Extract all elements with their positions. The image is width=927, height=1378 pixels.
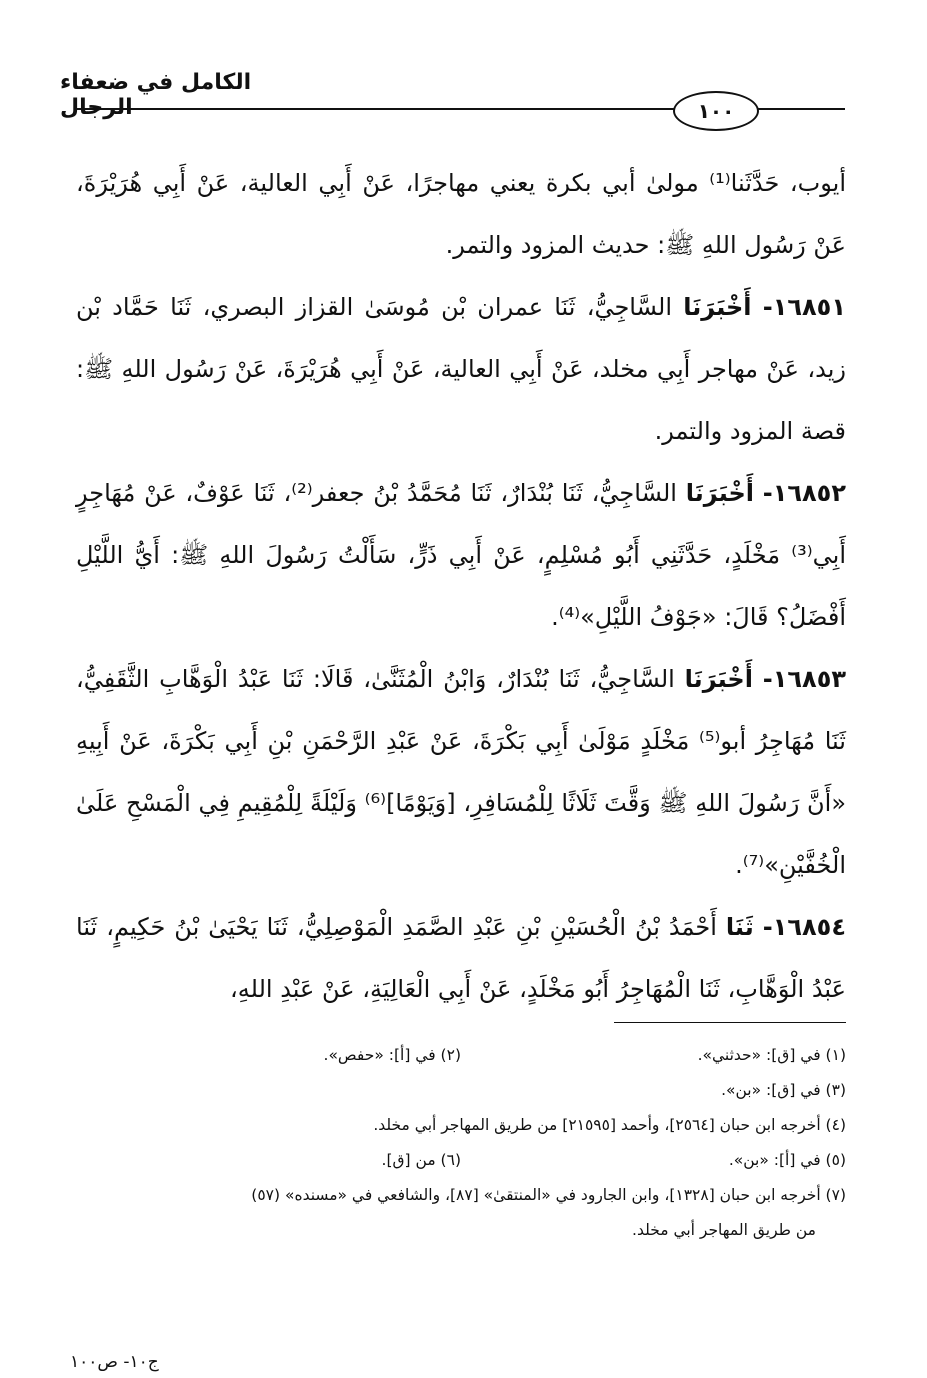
page-number: ١٠٠ [673, 91, 759, 131]
footnote-row [76, 1038, 846, 1073]
footnote-2: (٢) في [أ]: «حفص». [323, 1046, 461, 1064]
text-line: مُهَاجِرٍ أَبِي⁽³⁾ مَخْلَدٍ، حَدَّثَنِي أَبُو مُسْلِمٍ، عَنْ أَبِي ذَرٍّ، سَأَلْتُ رَسُولَ اللهِ ﷺ: أَيُّ [76, 479, 846, 569]
paragraph-16853 [76, 648, 846, 896]
narration-keyword: أَخْبَرَنَا [683, 293, 752, 321]
narration-keyword: ثَنَا [725, 913, 754, 941]
hadith-number: ١٦٨٥٤- [762, 913, 846, 941]
footnote-row [76, 1143, 846, 1178]
footnote-7: (٧) أخرجه ابن حبان [١٣٢٨]، وابن الجارود في «المنتقىٰ» [٨٧]، والشافعي في «مسنده» (٥٧) [251, 1186, 846, 1204]
text-line: السَّاجِيُّ، ثَنَا بُنْدَارٌ، ثَنَا مُحَمَّدُ بْنُ جعفر⁽²⁾، ثَنَا عَوْفٌ، عَنْ [144, 479, 677, 507]
text-line: حَكِيمٍ، ثَنَا عَبْدُ الْوَهَّابِ، ثَنَا الْمُهَاجِرُ أَبُو مَخْلَدٍ، عَنْ أَبِي الْعَالِيَةِ، عَنْ عَبْدِ اللهِ، [76, 913, 846, 1003]
text-line: اللَّيْلِ أَفْضَلُ؟ قَالَ: «جَوْفُ اللَّيْلِ»⁽⁴⁾. [76, 541, 846, 631]
hadith-number: ١٦٨٥١- [762, 293, 846, 321]
hadith-number: ١٦٨٥٣- [762, 665, 846, 693]
main-text [76, 152, 846, 1020]
footnote-1: (١) في [ق]: «حدثني». [697, 1046, 846, 1064]
text-line: زيد، عَنْ مهاجر أَبِي مخلد، عَنْ أَبِي العالية، عَنْ أَبِي هُرَيْرَةَ، عَنْ رَسُول اللهِ ﷺ: [76, 355, 846, 383]
text-line: السَّاجِيُّ، ثَنَا عمران بْن مُوسَىٰ القزاز البصري، ثَنَا حَمَّاد بْن [76, 293, 673, 321]
text-line: عَنْ أَبِيهِ «أَنَّ رَسُولَ اللهِ ﷺ وَقَّتَ ثَلَاثًا لِلْمُسَافِرِ، [وَيَوْمًا]⁽⁶⁾ وَلَيْلَةً لِلْمُقِيمِ فِي [76, 727, 847, 817]
paragraph-16854 [76, 896, 846, 1020]
paragraph-intro [76, 152, 846, 276]
footnote-4: (٤) أخرجه ابن حبان [٢٥٦٤]، وأحمد [٢١٥٩٥] من طريق المهاجر أبي مخلد. [373, 1116, 846, 1134]
text-line: الثَّقَفِيُّ، ثَنَا مُهَاجِرُ أبو⁽⁵⁾ مَخْلَدٍ مَوْلَىٰ أَبِي بَكْرَةَ، عَنْ عَبْدِ الرَّحْمَنِ بْنِ أَبِي بَكْرَةَ، [76, 665, 846, 755]
text-line: السَّاجِيُّ، ثَنَا بُنْدَارٌ، وَابْنُ الْمُثَنَّىٰ، قَالَا: ثَنَا عَبْدُ الْوَهَّابِ [159, 665, 675, 693]
paragraph-16851 [76, 276, 846, 462]
book-title: الكامل في ضعفاء الرجال [60, 70, 252, 120]
footnote-5: (٥) في [أ]: «بن». [728, 1151, 846, 1169]
text-line: الْمَسْحِ عَلَىٰ الْخُفَّيْنِ»⁽⁷⁾. [76, 789, 846, 879]
hadith-number: ١٦٨٥٢- [762, 479, 846, 507]
footnote-6: (٦) من [ق]. [381, 1151, 461, 1169]
footnote-separator [614, 1022, 846, 1023]
text-line: أيوب، حَدَّثَنا⁽¹⁾ مولىٰ أبي بكرة يعني مهاجرًا، عَنْ أَبِي العالية، عَنْ أَبِي هُرَيْرَةَ، [76, 169, 847, 197]
narration-keyword: أَخْبَرَنَا [684, 665, 753, 693]
narration-keyword: أَخْبَرَنَا [685, 479, 755, 507]
text-line: أَحْمَدُ بْنُ الْحُسَيْنِ بْنِ عَبْدِ الصَّمَدِ الْمَوْصِلِيُّ، ثَنَا يَحْيَىٰ بْنُ [174, 913, 717, 941]
volume-page-reference: ج١٠- ص١٠٠ [70, 1352, 159, 1372]
text-line: قصة المزود والتمر. [654, 417, 846, 445]
footnote-3: (٣) في [ق]: «بن». [721, 1081, 846, 1099]
paragraph-16852 [76, 462, 846, 648]
text-line: عَنْ رَسُول اللهِ ﷺ: حديث المزود والتمر. [445, 231, 846, 259]
footnotes [76, 1038, 846, 1248]
footnote-7-continuation: من طريق المهاجر أبي مخلد. [632, 1221, 816, 1239]
